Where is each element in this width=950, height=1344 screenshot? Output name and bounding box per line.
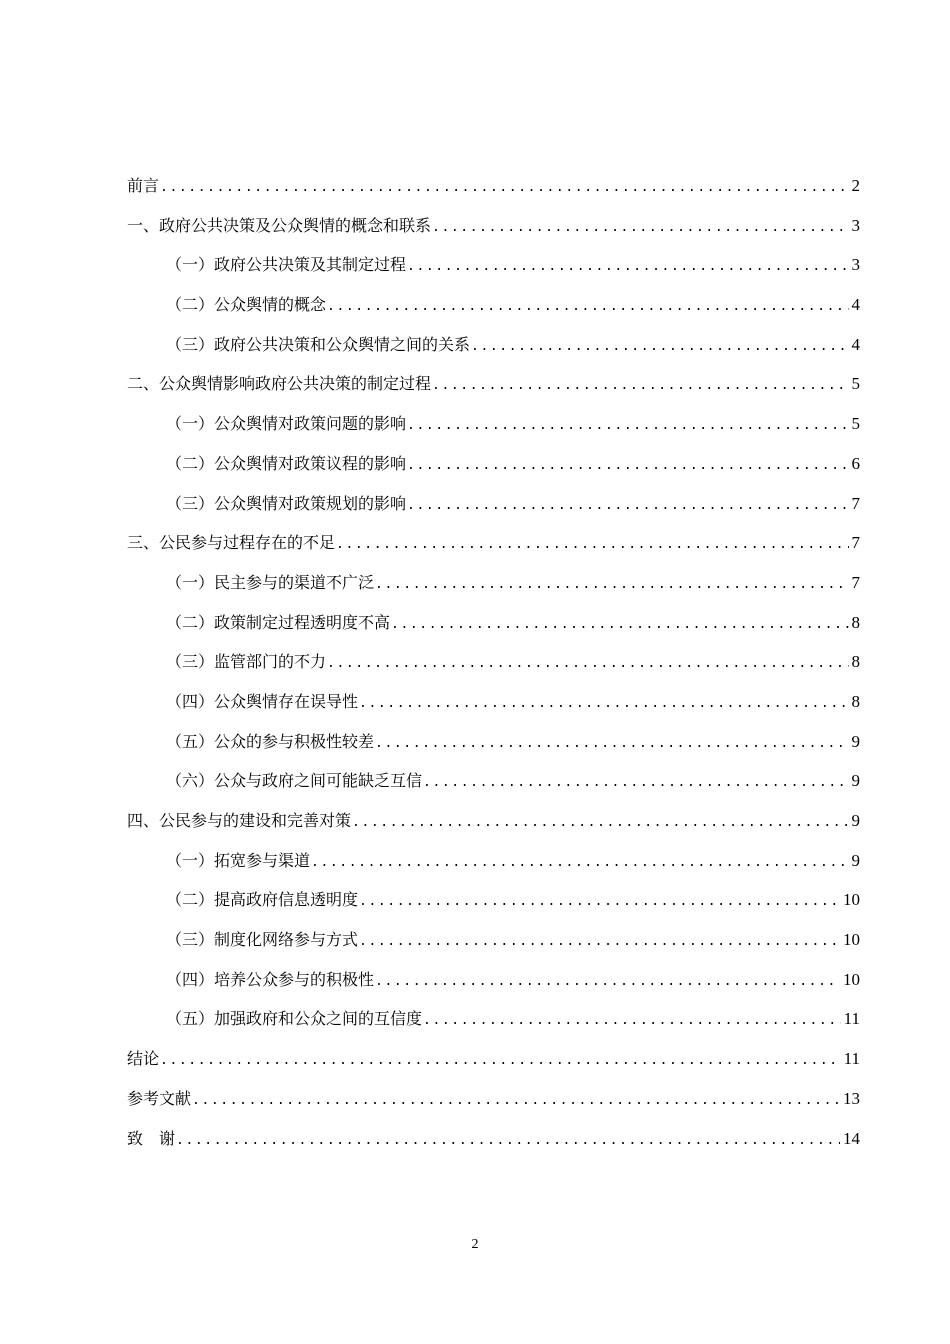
toc-entry-page: 11 xyxy=(843,1049,860,1069)
toc-entry[interactable] xyxy=(127,920,860,960)
toc-dot-leader xyxy=(407,446,848,486)
toc-entry[interactable] xyxy=(127,682,860,722)
toc-dot-leader xyxy=(407,406,848,446)
toc-entry[interactable] xyxy=(127,841,860,881)
toc-entry-title: （五）加强政府和公众之间的互信度 xyxy=(166,1009,423,1029)
toc-entry[interactable] xyxy=(127,206,860,246)
toc-entry-page: 7 xyxy=(851,533,860,553)
toc-dot-leader xyxy=(359,922,840,962)
toc-entry-page: 9 xyxy=(851,771,860,791)
toc-entry-title: （二）公众舆情对政策议程的影响 xyxy=(166,453,407,473)
toc-dot-leader xyxy=(432,208,848,248)
toc-entry[interactable] xyxy=(127,404,860,444)
toc-dot-leader xyxy=(432,366,848,406)
toc-entry-page: 8 xyxy=(851,691,860,711)
toc-entry[interactable] xyxy=(127,722,860,762)
table-of-contents xyxy=(127,166,860,1158)
toc-entry-title: （二）公众舆情的概念 xyxy=(166,295,327,315)
toc-entry-page: 6 xyxy=(851,453,860,473)
toc-dot-leader xyxy=(375,724,848,764)
toc-entry[interactable] xyxy=(127,642,860,682)
toc-dot-leader xyxy=(423,763,848,803)
toc-entry-title: （一）民主参与的渠道不广泛 xyxy=(166,572,375,592)
toc-entry-page: 10 xyxy=(843,969,860,989)
toc-entry-title: （三）监管部门的不力 xyxy=(166,652,327,672)
toc-entry-title: （一）拓宽参与渠道 xyxy=(166,850,311,870)
toc-entry-title: （二）提高政府信息透明度 xyxy=(166,890,359,910)
toc-dot-leader xyxy=(375,962,840,1002)
toc-entry[interactable] xyxy=(127,1039,860,1079)
toc-entry-title: 前言 xyxy=(127,176,160,195)
toc-dot-leader xyxy=(359,684,848,724)
page-number: 2 xyxy=(471,1237,479,1252)
toc-entry-title: 三、公民参与过程存在的不足 xyxy=(127,533,336,553)
toc-entry-page: 9 xyxy=(851,811,860,830)
toc-entry-title: （二）政策制定过程透明度不高 xyxy=(166,612,391,632)
toc-dot-leader xyxy=(375,565,848,605)
toc-entry[interactable] xyxy=(127,444,860,484)
toc-entry-title: （三）公众舆情对政策规划的影响 xyxy=(166,493,407,513)
toc-entry-page: 9 xyxy=(851,731,860,751)
toc-entry[interactable] xyxy=(127,364,860,404)
toc-entry-title: 致 谢 xyxy=(127,1128,176,1148)
toc-entry-page: 4 xyxy=(851,295,860,315)
toc-entry[interactable] xyxy=(127,245,860,285)
toc-entry-page: 4 xyxy=(851,334,860,354)
toc-entry-page: 2 xyxy=(851,176,860,195)
toc-entry-title: 一、政府公共决策及公众舆情的概念和联系 xyxy=(127,215,432,235)
toc-dot-leader xyxy=(423,1001,841,1041)
toc-entry-title: （五）公众的参与积极性较差 xyxy=(166,731,375,751)
toc-entry-page: 9 xyxy=(851,850,860,870)
toc-entry-title: 四、公民参与的建设和完善对策 xyxy=(127,811,352,830)
toc-dot-leader xyxy=(311,843,848,883)
toc-entry-page: 8 xyxy=(851,652,860,672)
toc-entry-page: 10 xyxy=(843,890,860,910)
toc-entry[interactable] xyxy=(127,1119,860,1159)
toc-dot-leader xyxy=(160,1041,841,1081)
toc-entry-title: 二、公众舆情影响政府公共决策的制定过程 xyxy=(127,374,432,394)
toc-entry[interactable] xyxy=(127,603,860,643)
toc-entry[interactable] xyxy=(127,761,860,801)
toc-entry-page: 7 xyxy=(851,572,860,592)
toc-dot-leader xyxy=(471,327,848,367)
toc-dot-leader xyxy=(359,882,840,922)
toc-entry-page: 5 xyxy=(851,374,860,394)
toc-entry[interactable] xyxy=(127,325,860,365)
toc-dot-leader xyxy=(352,803,848,843)
toc-dot-leader xyxy=(391,605,848,645)
toc-entry[interactable] xyxy=(127,285,860,325)
toc-entry[interactable] xyxy=(127,999,860,1039)
toc-entry[interactable] xyxy=(127,484,860,524)
toc-entry-page: 14 xyxy=(843,1128,860,1148)
toc-entry-page: 3 xyxy=(851,255,860,275)
toc-entry[interactable] xyxy=(127,960,860,1000)
toc-dot-leader xyxy=(407,247,848,287)
toc-entry-page: 10 xyxy=(843,930,860,950)
toc-dot-leader xyxy=(407,486,848,526)
toc-entry[interactable] xyxy=(127,801,860,841)
toc-entry-page: 11 xyxy=(843,1009,860,1029)
toc-entry-title: （三）政府公共决策和公众舆情之间的关系 xyxy=(166,334,471,354)
toc-entry[interactable] xyxy=(127,166,860,206)
toc-entry-page: 7 xyxy=(851,493,860,513)
toc-dot-leader xyxy=(192,1081,840,1121)
toc-entry-page: 5 xyxy=(851,414,860,434)
toc-entry-title: 结论 xyxy=(127,1049,160,1069)
toc-entry[interactable] xyxy=(127,1079,860,1119)
toc-entry-title: （一）公众舆情对政策问题的影响 xyxy=(166,414,407,434)
toc-entry-title: （四）公众舆情存在误导性 xyxy=(166,691,359,711)
toc-dot-leader xyxy=(160,168,848,208)
toc-entry-page: 8 xyxy=(851,612,860,632)
toc-entry-title: （三）制度化网络参与方式 xyxy=(166,930,359,950)
toc-entry[interactable] xyxy=(127,563,860,603)
toc-entry[interactable] xyxy=(127,523,860,563)
toc-dot-leader xyxy=(176,1121,840,1161)
toc-entry-page: 3 xyxy=(851,215,860,235)
toc-entry-title: （六）公众与政府之间可能缺乏互信 xyxy=(166,771,423,791)
toc-entry-page: 13 xyxy=(843,1088,860,1108)
toc-dot-leader xyxy=(327,644,848,684)
toc-entry-title: （一）政府公共决策及其制定过程 xyxy=(166,255,407,275)
toc-dot-leader xyxy=(327,287,848,327)
toc-entry-title: （四）培养公众参与的积极性 xyxy=(166,969,375,989)
toc-dot-leader xyxy=(336,525,848,565)
toc-entry[interactable] xyxy=(127,880,860,920)
toc-entry-title: 参考文献 xyxy=(127,1088,192,1108)
